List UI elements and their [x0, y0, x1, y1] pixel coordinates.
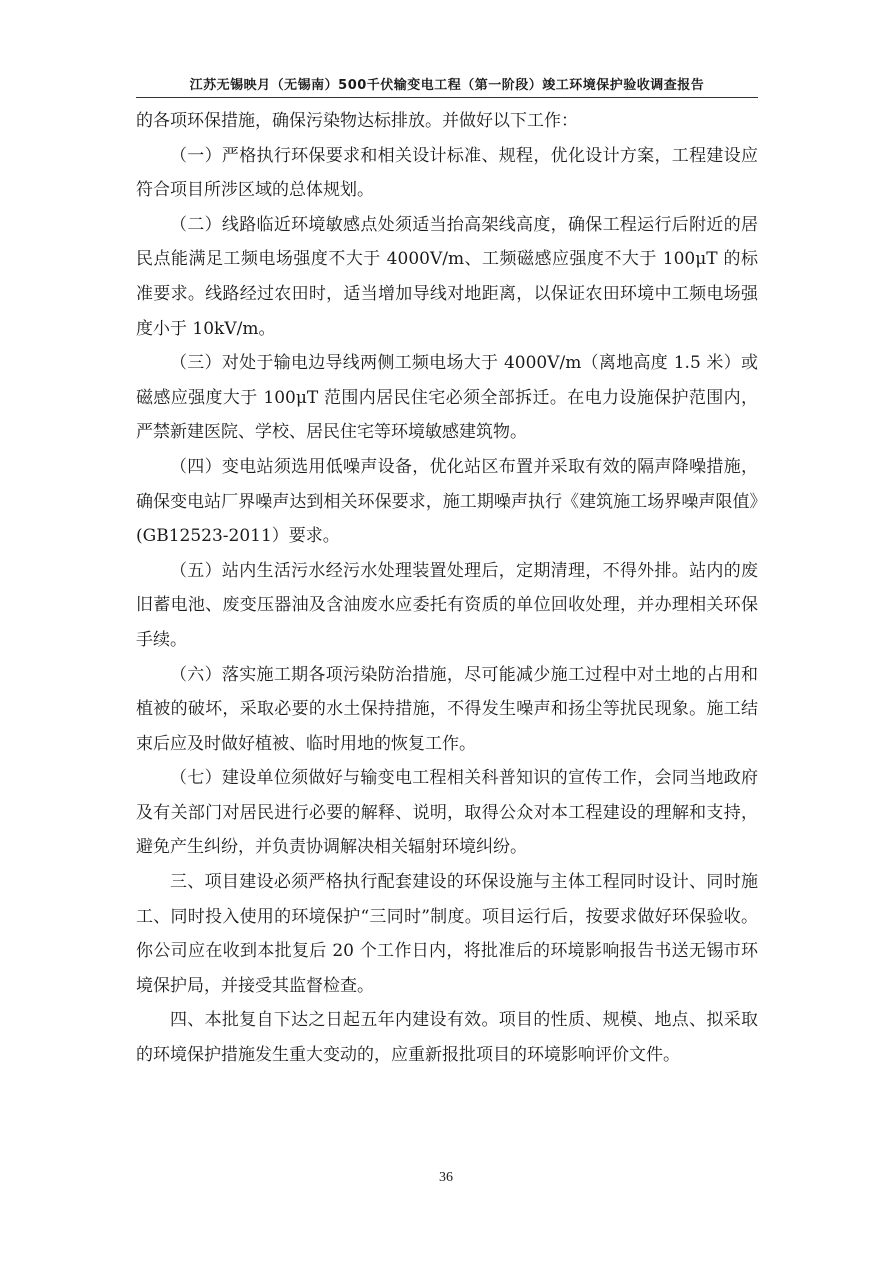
paragraph-item-4: （四）变电站须选用低噪声设备，优化站区布置并采取有效的隔声降噪措施，确保变电站厂界噪声达到相关环保要求，施工期噪声执行《建筑施工场界噪声限值》(GB12523-2011）要求。: [136, 456, 758, 547]
header-divider: [136, 97, 758, 98]
document-body: [136, 104, 758, 1073]
paragraph-continuation: 的各项环保措施，确保污染物达标排放。并做好以下工作：: [136, 111, 578, 131]
paragraph-item-7: （七）建设单位须做好与输变电工程相关科普知识的宣传工作，会同当地政府及有关部门对居民进行必要的解释、说明，取得公众对本工程建设的理解和支持，避免产生纠纷，并负责协调解决相关辐射环境纠纷。: [136, 768, 758, 858]
paragraph-item-2: （二）线路临近环境敏感点处须适当抬高架线高度，确保工程运行后附近的居民点能满足工频电场强度不大于 4000V/m、工频磁感应强度不大于 100μT 的标准要求。线路经过农田时，适当增加导线对地距离，以保证农田环境中工频电场强度小于 10kV/m。: [136, 214, 758, 339]
paragraph-item-3: （三）对处于输电边导线两侧工频电场大于 4000V/m（离地高度 1.5 米）或磁感应强度大于 100μT 范围内居民住宅必须全部拆迁。在电力设施保护范围内，严禁新建医院、学校、居民住宅等环境敏感建筑物。: [136, 353, 758, 443]
paragraph-item-6: （六）落实施工期各项污染防治措施，尽可能减少施工过程中对土地的占用和植被的破坏，采取必要的水土保持措施，不得发生噪声和扬尘等扰民现象。施工结束后应及时做好植被、临时用地的恢复工作。: [136, 664, 758, 754]
page-number: 36: [439, 1170, 453, 1185]
paragraph-item-1: （一）严格执行环保要求和相关设计标准、规程，优化设计方案，工程建设应符合项目所涉区域的总体规划。: [136, 145, 758, 201]
paragraph-item-5: （五）站内生活污水经污水处理装置处理后，定期清理，不得外排。站内的废旧蓄电池、废变压器油及含油废水应委托有资质的单位回收处理，并办理相关环保手续。: [136, 560, 758, 650]
paragraph-section-4: 四、本批复自下达之日起五年内建设有效。项目的性质、规模、地点、拟采取的环境保护措施发生重大变动的，应重新报批项目的环境影响评价文件。: [136, 1010, 758, 1066]
running-header: 江苏无锡映月（无锡南）500千伏输变电工程（第一阶段）竣工环境保护验收调查报告: [189, 78, 705, 93]
paragraph-section-3: 三、项目建设必须严格执行配套建设的环保设施与主体工程同时设计、同时施工、同时投入使用的环境保护“三同时”制度。项目运行后，按要求做好环保验收。你公司应在收到本批复后 20 个工作日内，将批准后的环境影响报告书送无锡市环境保护局，并接受其监督检查。: [136, 872, 758, 996]
